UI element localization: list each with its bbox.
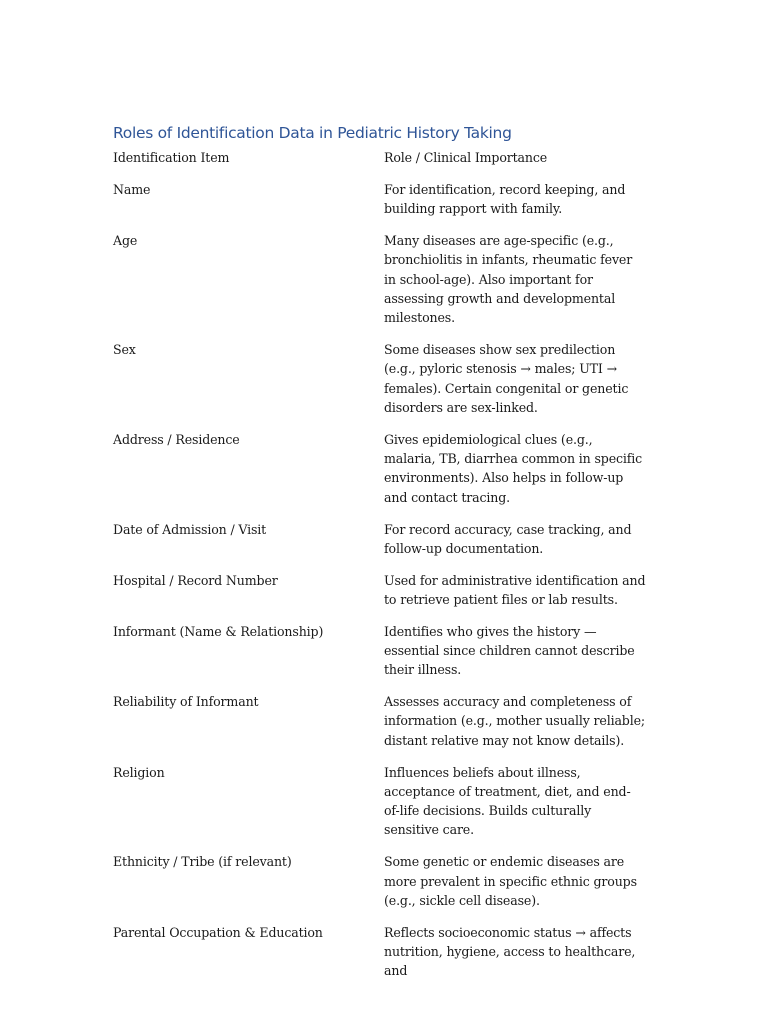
- row-item: Address / Residence: [113, 431, 240, 447]
- table-header-row: [113, 148, 673, 167]
- row-item: Informant (Name & Relationship): [113, 623, 324, 639]
- row-role: For identification, record keeping, and building rapport with family.: [384, 182, 626, 217]
- row-item: Reliability of Informant: [113, 694, 259, 710]
- column-header-role: Role / Clinical Importance: [384, 150, 548, 165]
- row-role: Used for administrative identification and to retrieve patient files or lab results.: [384, 572, 646, 607]
- table-row: [113, 571, 673, 610]
- table-row: [113, 622, 673, 680]
- row-role: Influences beliefs about illness, acceptance of treatment, diet, and end-of-life decisions. Builds culturally sensitive care.: [384, 764, 631, 838]
- row-item: Religion: [113, 764, 165, 780]
- row-item: Date of Admission / Visit: [113, 521, 267, 537]
- row-item: Ethnicity / Tribe (if relevant): [113, 854, 292, 870]
- row-item: Name: [113, 182, 151, 198]
- row-role: Gives epidemiological clues (e.g., malaria, TB, diarrhea common in specific environments). Also helps in follow-up and contact tracing.: [384, 431, 643, 505]
- table-row: [113, 923, 673, 981]
- row-role: Some diseases show sex predilection (e.g., pyloric stenosis → males; UTI → females). Certain congenital or genetic disorders are sex-linked.: [384, 342, 629, 416]
- table-row: [113, 340, 673, 417]
- row-item: Hospital / Record Number: [113, 572, 278, 588]
- table-row: [113, 520, 673, 559]
- table-row: [113, 430, 673, 507]
- row-item: Sex: [113, 342, 136, 358]
- table-row: [113, 692, 673, 750]
- row-role: Some genetic or endemic diseases are more prevalent in specific ethnic groups (e.g., sickle cell disease).: [384, 854, 637, 908]
- column-header-item: Identification Item: [113, 150, 230, 165]
- table-row: [113, 231, 673, 327]
- row-item: Age: [113, 233, 138, 249]
- table-row: [113, 763, 673, 840]
- row-role: For record accuracy, case tracking, and follow-up documentation.: [384, 521, 632, 556]
- document-title: Roles of Identification Data in Pediatric History Taking: [113, 124, 512, 142]
- row-role: Assesses accuracy and completeness of information (e.g., mother usually reliable; distant relative may not know details).: [384, 694, 645, 748]
- row-role: Reflects socioeconomic status → affects nutrition, hygiene, access to healthcare, and: [384, 924, 636, 979]
- row-role: Many diseases are age-specific (e.g., bronchiolitis in infants, rheumatic fever in school-age). Also important for assessing growth and developmental milestones.: [384, 233, 633, 326]
- table-row: [113, 852, 673, 910]
- table-row: [113, 180, 673, 219]
- row-item: Parental Occupation & Education: [113, 924, 323, 940]
- row-role: Identifies who gives the history — essential since children cannot describe their illness.: [384, 623, 635, 678]
- identification-table: [113, 148, 673, 993]
